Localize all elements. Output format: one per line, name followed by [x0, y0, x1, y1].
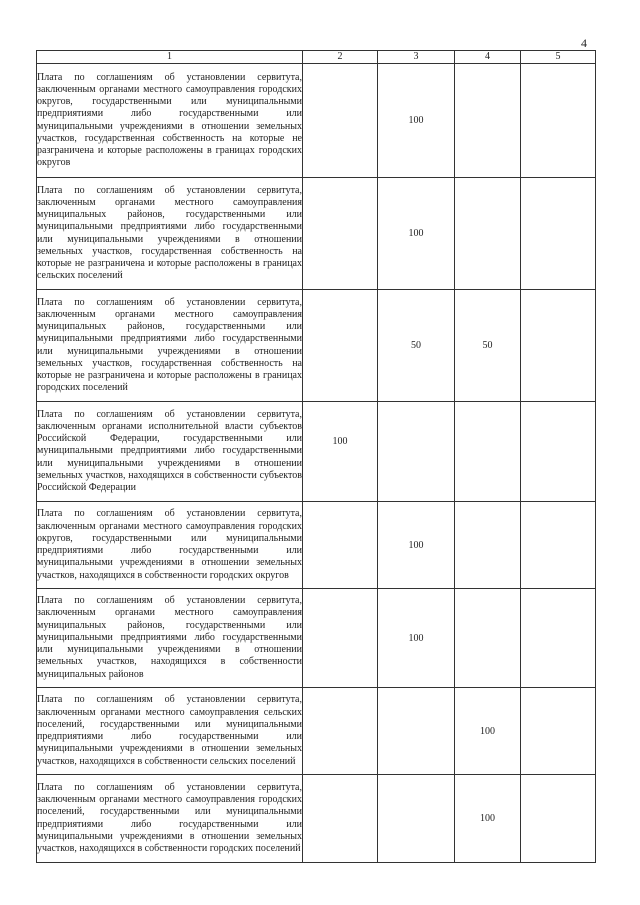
cell-col-4	[455, 402, 521, 502]
cell-col-4: 100	[455, 775, 521, 863]
cell-col-4	[455, 589, 521, 688]
cell-col-2	[303, 64, 378, 178]
column-header-2: 2	[303, 51, 378, 64]
column-header-3: 3	[378, 51, 455, 64]
cell-col-2	[303, 502, 378, 589]
column-header-4: 4	[455, 51, 521, 64]
revenue-distribution-table	[36, 50, 596, 863]
table-row	[37, 502, 596, 589]
cell-col-3: 50	[378, 290, 455, 402]
cell-col-5	[521, 402, 596, 502]
table-row	[37, 402, 596, 502]
cell-col-2	[303, 775, 378, 863]
row-description: Плата по соглашениям об установлении сервитута, заключенным органами местного самоуправления муниципальных районов, государственными или муниципальными предприятиями либо государственными или муниципальными учреждениями в отношении земельных участков, государственная собственность на которые не разграничена и которые расположены в границах сельских поселений	[37, 178, 303, 290]
table-row	[37, 64, 596, 178]
table-row	[37, 688, 596, 775]
table-header-row	[37, 51, 596, 64]
cell-col-4: 100	[455, 688, 521, 775]
row-description: Плата по соглашениям об установлении сервитута, заключенным органами местного самоуправления городских округов, государственными или муниципальными предприятиями либо государственными или муниципальными учреждениями в отношении земельных участков, государственная собственность на которые не разграничена и которые расположены в границах городских округов	[37, 64, 303, 178]
cell-col-5	[521, 290, 596, 402]
cell-col-3	[378, 688, 455, 775]
cell-col-2	[303, 290, 378, 402]
page-number: 4	[581, 36, 587, 50]
cell-col-5	[521, 775, 596, 863]
column-header-1: 1	[37, 51, 303, 64]
cell-col-3	[378, 402, 455, 502]
row-description: Плата по соглашениям об установлении сервитута, заключенным органами местного самоуправления городских округов, государственными или муниципальными предприятиями либо государственными или муниципальными учреждениями в отношении земельных участков, находящихся в собственности городских округов	[37, 502, 303, 589]
cell-col-3: 100	[378, 502, 455, 589]
table-row	[37, 589, 596, 688]
cell-col-3	[378, 775, 455, 863]
row-description: Плата по соглашениям об установлении сервитута, заключенным органами местного самоуправления муниципальных районов, государственными или муниципальными предприятиями либо государственными или муниципальными учреждениями в отношении земельных участков, находящихся в собственности муниципальных районов	[37, 589, 303, 688]
cell-col-2	[303, 402, 378, 502]
cell-col-3: 100	[378, 64, 455, 178]
column-header-5: 5	[521, 51, 596, 64]
table-row	[37, 290, 596, 402]
row-description: Плата по соглашениям об установлении сервитута, заключенным органами местного самоуправления городских поселений, государственными или муниципальными предприятиями либо государственными или муниципальными учреждениями в отношении земельных участков, находящихся в собственности городских поселений	[37, 775, 303, 863]
cell-col-2-value: 100	[332, 436, 348, 447]
cell-col-4	[455, 178, 521, 290]
cell-col-5	[521, 502, 596, 589]
cell-col-4: 50	[455, 290, 521, 402]
cell-col-3: 100	[378, 589, 455, 688]
cell-col-3: 100	[378, 178, 455, 290]
cell-col-5	[521, 688, 596, 775]
table-row	[37, 178, 596, 290]
cell-col-4	[455, 64, 521, 178]
cell-col-5	[521, 589, 596, 688]
cell-col-4	[455, 502, 521, 589]
cell-col-5	[521, 178, 596, 290]
cell-col-2	[303, 589, 378, 688]
row-description: Плата по соглашениям об установлении сервитута, заключенным органами местного самоуправления муниципальных районов, государственными или муниципальными предприятиями либо государственными или муниципальными учреждениями в отношении земельных участков, государственная собственность на которые не разграничена и которые расположены в границах городских поселений	[37, 290, 303, 402]
cell-col-2	[303, 178, 378, 290]
table-row	[37, 775, 596, 863]
cell-col-5	[521, 64, 596, 178]
cell-col-2	[303, 688, 378, 775]
row-description: Плата по соглашениям об установлении сервитута, заключенным органами исполнительной власти субъектов Российской Федерации, государственными или муниципальными предприятиями либо государственными или муниципальными учреждениями в отношении земельных участков, находящихся в собственности субъектов Российской Федерации	[37, 402, 303, 502]
row-description: Плата по соглашениям об установлении сервитута, заключенным органами местного самоуправления сельских поселений, государственными или муниципальными предприятиями либо государственными или муниципальными учреждениями в отношении земельных участков, находящихся в собственности сельских поселений	[37, 688, 303, 775]
